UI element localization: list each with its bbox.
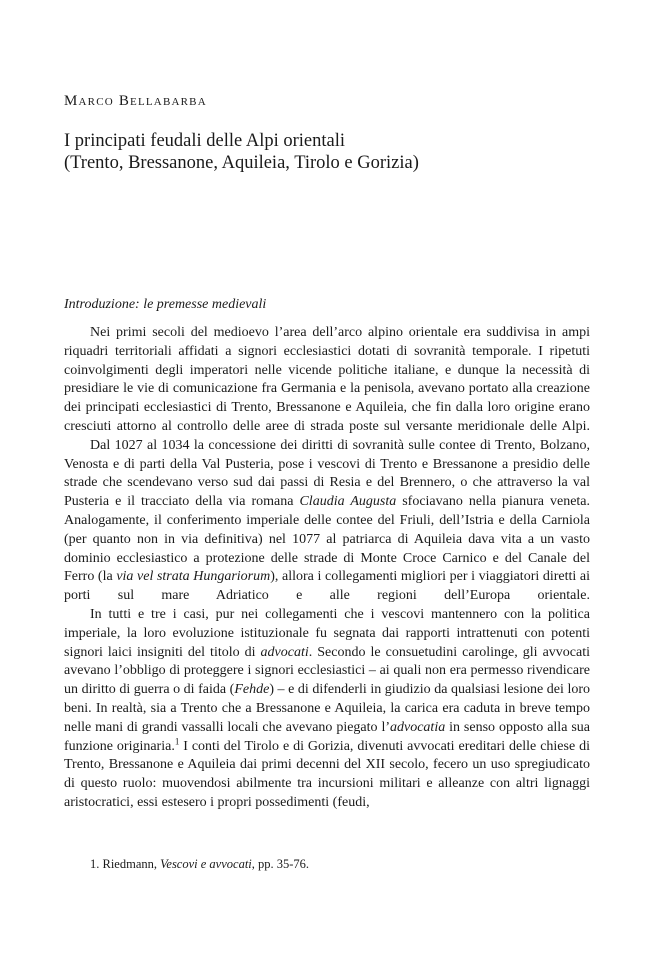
- chapter-title: [64, 130, 604, 174]
- footnote-reference[interactable]: 1: [174, 735, 180, 746]
- paragraph-2: Dal 1027 al 1034 la concessione dei diritti di sovranità sulle contee di Trento, Bolzano, Venosta e di parti della Val Pusteria, pose i vescovi di Trento e Bressanone a presidio delle strade che scendevano verso sud dai passi di Resia e del Brennero, o che attraverso la val Pusteria e il tracciato della via romana Claudia Augusta sfociavano nella pianura veneta. Analogamente, il conferimento imperiale delle contee del Friuli, dell’Istria e della Carniola (per quanto non in via definitiva) nel 1077 al patriarca di Aquileia dava vita a un vasto dominio ecclesiastico a protezione delle strade di Monte Croce Carnico e del Canale del Ferro (la via vel strata Hungariorum), allora i collegamenti migliori per i viaggiatori diretti ai porti sul mare Adriatico e alle regioni dell’Europa orientale.: [64, 437, 591, 604]
- chapter-title-line-2: (Trento, Bressanone, Aquileia, Tirolo e Gorizia): [64, 153, 419, 173]
- paragraph-3: In tutti e tre i casi, pur nei collegamenti che i vescovi mantennero con la politica imperiale, la loro evoluzione istituzionale fu segnata dai rapporti intrattenuti con potenti signori laici insigniti del titolo di advocati. Secondo le consuetudini carolinge, gli avvocati avevano l’obbligo di proteggere i signori ecclesiastici – ai quali non era permesso rivendicare un diritto di guerra o di faida (Fehde) – e di difenderli in giudizio da qualsiasi lesione dei loro beni. In realtà, sia a Trento che a Bressanone e Aquileia, la carica era caduta in breve tempo nelle mani di grandi vassalli locali che avevano piegato l’advocatia in senso opposto alla sua funzione originaria.$^1$ I conti del Tirolo e di Gorizia, divenuti avvocati ereditari delle chiese di Trento, Bressanone e Aquileia dai primi decenni del XII secolo, fecero un uso spregiudicato di questo ruolo: muovendosi abilmente tra incursioni militari e alleanze con altri lignaggi aristocratici, essi estesero i propri possedimenti (feudi,: [64, 606, 590, 810]
- author-name: Marco Bellabarba: [64, 93, 207, 109]
- italic-term: advocatia: [390, 719, 446, 735]
- section-heading: Introduzione: le premesse medievali: [64, 297, 267, 312]
- italic-term: via vel strata Hungariorum: [116, 569, 271, 585]
- body-text: [64, 324, 590, 813]
- italic-term: advocati: [260, 644, 309, 660]
- footnote-title: Vescovi e avvocati: [160, 857, 252, 871]
- chapter-title-line-1: I principati feudali delle Alpi orientali: [64, 131, 346, 151]
- italic-term: Claudia Augusta: [299, 494, 397, 510]
- footnote: 1. Riedmann, Vescovi e avvocati, pp. 35-76.: [90, 857, 310, 871]
- paragraph-1: Nei primi secoli del medioevo l’area dell’arco alpino orientale era suddivisa in ampi riquadri territoriali affidati a signori ecclesiastici dotati di sovranità temporale. I ripetuti coinvolgimenti degli imperatori nelle vicende politiche italiane, e dunque la necessità di presidiare le vie di comunicazione fra Germania e la penisola, avevano portato alla creazione dei principati ecclesiastici di Trento, Bressanone e Aquileia, che fin dalla loro origine erano cresciuti attorno al controllo delle aree di strada poste sul versante meridionale delle Alpi.: [64, 325, 590, 434]
- italic-term: Fehde: [234, 682, 270, 698]
